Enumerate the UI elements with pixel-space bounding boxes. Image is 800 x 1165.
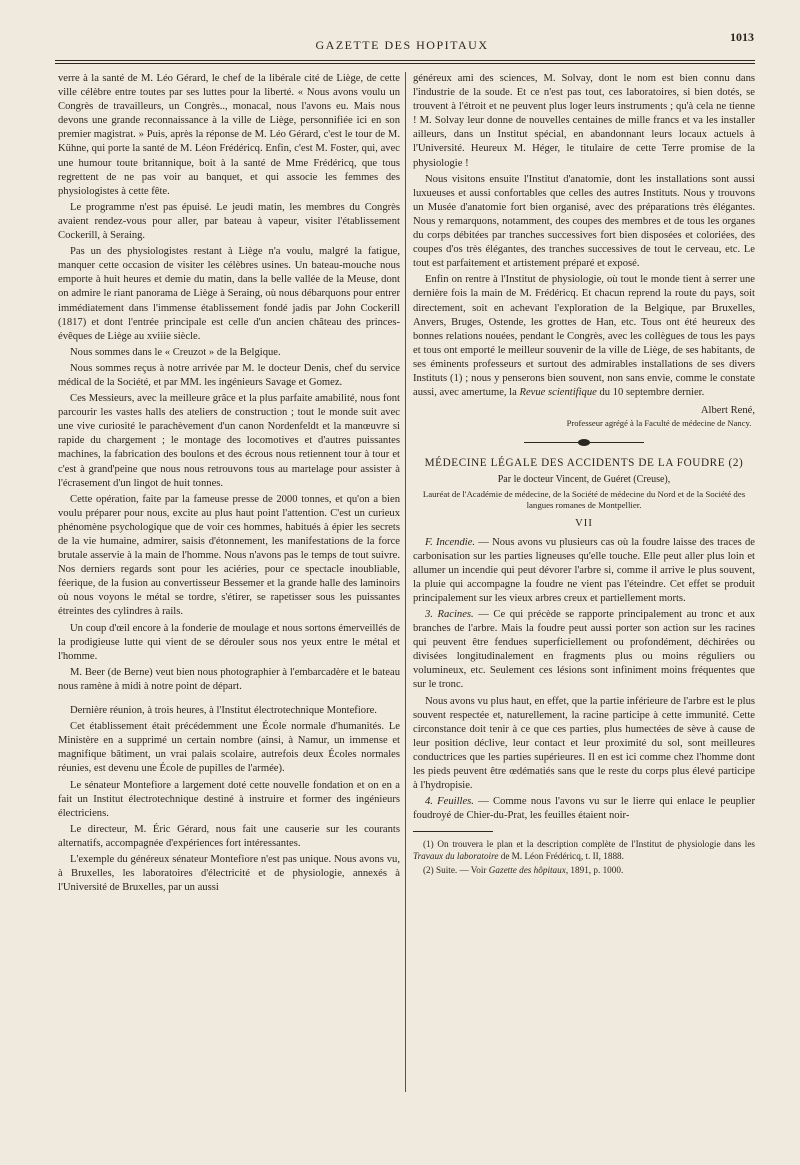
article-byline: Par le docteur Vincent, de Guéret (Creuse), bbox=[497, 474, 671, 486]
page-number: 1013 bbox=[730, 30, 754, 44]
paragraph: Le programme n'est pas épuisé. Le jeudi matin, les membres du Congrès avaient rendez-vous pour aller, par bateau à vapeur, visiter l'établissement Cockerill, à Seraing. bbox=[58, 201, 400, 242]
paragraph: verre à la santé de M. Léo Gérard, le chef de la libérale cité de Liège, de cette ville célèbre entre toutes par ses luttes pour la liberté. « Nous avons voulu un Congrès de travailleurs, un Congrès.., monacal, nous l'avons eu. Mais nous devons une grande reconnaissance à la ville de Liège, personnifiée ici en son premier magistrat. » Puis, après la réponse de M. Léo Gérard, c'est le tour de M. Kühne, qui porte la santé de M. Léon Frédéricq. Enfin, c'est M. Foster, qui, avec une humour toute britannique, boit à la santé de Mme Frédéricq, que tous regrettent de ne pas voir au banquet, et qui associe les femmes des physiologistes à cette fête. bbox=[58, 73, 400, 197]
paragraph: Pas un des physiologistes restant à Liège n'a voulu, malgré la fatigue, manquer cette occasion de visiter les célèbres usines. Un bateau-mouche nous emporte à huit heures et demie du matin, dans la belle vallée de la Meuse, dont on admire le riant panorama de Liège à Seraing, où nous débarquons pour entrer immédiatement dans l'immense établissement fondé jadis par John Cockerill (1817) et dont l'entrée principale est celle d'un ancien château des princes-évêques de Liège au xviiie siècle. bbox=[58, 246, 400, 342]
paragraph-text: — Nous avons vu plusieurs cas où la foudre laisse des traces de carbonisation sur les parties ligneuses qu'elle touche. Elle peut aller plus loin et allumer un incendie qui peut dévorer l'arbre si, comme il arrive le plus souvent, la pluie qui accompagne la foudre ne vient pas l'éteindre. Cet effet se produit principalement sur les vieux arbres creux et partiellement morts. bbox=[413, 536, 755, 604]
paragraph: Nous sommes reçus à notre arrivée par M. le docteur Denis, chef du service médical de la Société, et par MM. les ingénieurs Savage et Gomez. bbox=[58, 362, 400, 388]
article-title: MÉDECINE LÉGALE DES ACCIDENTS DE LA FOUDRE (2) bbox=[424, 457, 744, 470]
footnote-text: (1) On trouvera le plan et la description complète de l'Institut de physiologie dans les bbox=[423, 839, 755, 850]
paragraph bbox=[413, 273, 755, 400]
footnote-title: Travaux du laboratoire bbox=[413, 851, 499, 862]
paragraph: Un coup d'œil encore à la fonderie de moulage et nous sortons émerveillés de la prodigieuse lutte qui vient de se dérouler sous nos yeux entre le métal et l'homme. bbox=[58, 622, 400, 662]
footnote-1 bbox=[413, 838, 755, 862]
journal-title: GAZETTE DES HOPITAUX bbox=[315, 38, 489, 52]
paragraph: généreux ami des sciences, M. Solvay, dont le nom est bien connu dans l'industrie de la soude. Et ce n'est pas tout, ces laboratoires, si bien dotés, se trouvent à l'étroit et ne peuvent plus loger leurs instruments ; qu'à cela ne tienne ! M. Solvay leur donne de nouvelles centaines de mille francs et va les installer ailleurs, dans un Institut spécial, en abandonnant leurs locaux actuels à l'Université. Heureux M. Héger, le titulaire de cette Terre promise de la physiologie ! bbox=[413, 73, 755, 169]
journal-reference: Revue scientifique bbox=[519, 387, 597, 399]
footnote-text: de M. Léon Frédéricq, t. II, 1888. bbox=[498, 851, 624, 862]
footnote-text: , 1891, p. 1000. bbox=[565, 865, 624, 876]
footnote-text: (2) Suite. — Voir bbox=[423, 865, 489, 876]
paragraph bbox=[413, 795, 755, 823]
paragraph-text: — Ce qui précède se rapporte principalement au tronc et aux branches de l'arbre. Mais la foudre peut aussi porter son action sur les racines qui peuvent être fendues superficiellement ou profondément, déchirées ou divisées longitudinalement en fragments plus ou moins réguliers ou volumineux, etc. Seulement ces lésions sont infiniment moins fréquentes que sur le tronc. bbox=[413, 609, 755, 691]
footnote-2 bbox=[413, 864, 755, 876]
paragraph: Le directeur, M. Éric Gérard, nous fait une causerie sur les courants alternatifs, accompagnée d'expériences fort intéressantes. bbox=[58, 823, 400, 849]
paragraph-label: 3. Racines. bbox=[425, 609, 474, 620]
paragraph: Nous visitons ensuite l'Institut d'anatomie, dont les installations sont aussi luxueuses et aussi confortables que celles des autres Instituts. Nous y trouvons un Musée d'anatomie fort bien organisé, avec des préparations très élégantes. Nous y remarquons, notamment, des coupes des membres et de tous les organes du corps débitées par tranches successives fort bien disposées et coloriées, des coupes d'os très élégantes, des tranches successives de tout le cerveau, etc. Le tout est parfaitement et artistement préparé et exposé. bbox=[413, 173, 755, 270]
paragraph: Nous sommes dans le « Creuzot » de la Belgique. bbox=[70, 346, 281, 358]
paragraph: Le sénateur Montefiore a largement doté cette nouvelle fondation et on en a fait un Institut électrotechnique destiné à instruire et former des ingénieurs électriciens. bbox=[58, 779, 400, 819]
reference-tail: du 10 septembre bbox=[596, 387, 670, 399]
footnote-title: Gazette des hôpitaux bbox=[488, 865, 566, 876]
right-column bbox=[413, 72, 755, 878]
paragraph-text: Enfin on rentre à l'Institut de physiologie, où tout le monde tient à serrer une dernière fois la main de M. Frédéricq. Et chacun reprend la route du pays, soit directement, soit en achevant l'exploration de la Belgique, par Bruxelles, Anvers, Bruges, Ostende, les grottes de Han, etc. Tous ont été heureux des bonnes relations nouées, pendant le Congrès, avec les collègues de tous les pays et tous ont emporté le meilleur souvenir de la ville de Liège, de ses habitants, de ses éminents professeurs et surtout des admirables installations de ses divers Instituts (1) ; nous y penserons bien souvent, non sans envie, comme le constate aussi, avec amertume, la bbox=[413, 274, 755, 399]
running-head bbox=[52, 30, 752, 54]
section-number: VII bbox=[575, 518, 593, 530]
header-rule bbox=[55, 60, 755, 64]
paragraph: M. Beer (de Berne) veut bien nous photographier à l'embarcadère et le bateau nous ramène à midi à notre point de départ. bbox=[58, 666, 400, 692]
paragraph-end: dernier. bbox=[672, 387, 705, 399]
footnote-rule bbox=[413, 831, 493, 832]
ornament-dot bbox=[578, 439, 590, 446]
paragraph: Ces Messieurs, avec la meilleure grâce et la plus parfaite amabilité, nous font parcourir les vastes halls des ateliers de construction ; tout le monde suit avec une vive curiosité le parachèvement d'un canon Nordenfeldt et la manœuvre si rapide du chargement ; le montage des locomotives et d'autres puissantes machines, la fabrication des boulons et des écrous nous retiennent tour à tour et c'est à grand'peine que nous nous retrouvons tous au martelage pour assister à l'écrasement d'un lingot de huit tonnes. bbox=[58, 393, 400, 489]
paragraph bbox=[413, 608, 755, 693]
paragraph: Nous avons vu plus haut, en effet, que la partie inférieure de l'arbre est le plus souvent respectée et, naturellement, la racine participe à cette immunité. Cette circonstance doit tenir à ce que ces parties, plus humectées de sève à cause de leur position déclive, leur contact et leur proximité du sol, sont meilleures conductrices que les parties supérieures. Il en est ici comme chez l'homme dont les pieds peuvent être œdématiés sans que le reste du corps plus élevé participe à l'hydropisie. bbox=[413, 695, 755, 792]
paragraph: L'exemple du généreux sénateur Montefiore n'est pas unique. Nous avons vu, à Bruxelles, les laboratoires d'électricité et de physiologie, annexés à l'Université de Bruxelles, par un aussi bbox=[58, 853, 400, 894]
ornament-rule bbox=[524, 439, 644, 446]
paragraph-text: — Comme nous l'avons vu sur le lierre qui enlace le peuplier foudroyé de Chier-du-Prat, les feuilles étaient noir- bbox=[413, 796, 755, 822]
column-divider bbox=[405, 72, 406, 1092]
article-affiliation: Lauréat de l'Académie de médecine, de la Société de médecine du Nord et de la Société des langues romanes de Montpellier. bbox=[422, 489, 746, 511]
paragraph bbox=[413, 536, 755, 606]
paragraph: Cet établissement était précédemment une École normale d'humanités. Le Ministère en a supprimé un certain nombre (ainsi, à Namur, un immense et magnifique bâtiment, un vrai palais scolaire, autrefois deux Écoles normales réunies, est devenu une École de pupilles de l'armée). bbox=[58, 721, 400, 775]
signature-affiliation: Professeur agrégé à la Faculté de médecine de Nancy. bbox=[566, 418, 752, 429]
paragraph-label: F. Incendie. bbox=[425, 536, 476, 548]
left-column bbox=[58, 72, 400, 897]
paragraph-label: 4. Feuilles. bbox=[425, 796, 474, 808]
signature-name: Albert René, bbox=[700, 405, 755, 417]
paragraph: Dernière réunion, à trois heures, à l'Institut électrotechnique Montefiore. bbox=[70, 705, 377, 717]
paragraph: Cette opération, faite par la fameuse presse de 2000 tonnes, et qu'on a bien voulu préparer pour nous, excite au plus haut point l'attention. C'est un curieux phénomène psychologique que de voir ces hommes, habitués à épier les secrets de la vie humaine, admirer, saisis d'étonnement, les manifestations de la force brutale asservie à la main de l'homme. Nous n'avons pas le temps de tout suivre. Nos derniers regards sont pour les aciéries, pour ce spectacle inoubliable, féerique, de la fusion au convertisseur Bessemer et la grande halle des laminoirs où nous voyons le métal se tordre, s'étirer, se rapetisser sous les puissantes étreintes des cylindres à rails. bbox=[58, 493, 400, 618]
